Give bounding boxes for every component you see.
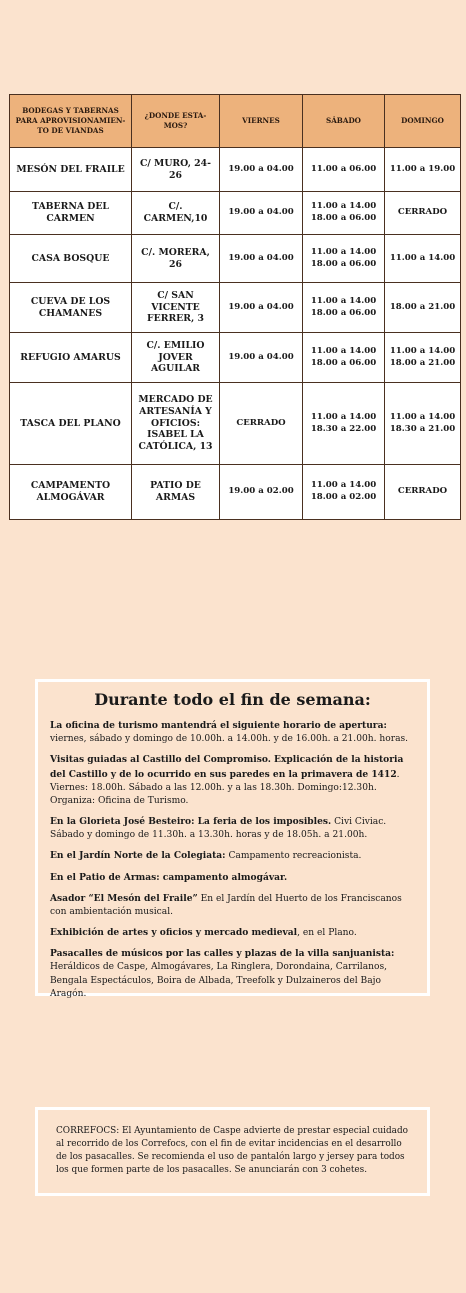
- header-donde: ¿DONDE ESTA-MOS?: [132, 95, 220, 148]
- correfocs-box: [35, 1107, 430, 1196]
- venue-name-cell: CAMPAMENTO ALMOGÁVAR: [10, 465, 132, 520]
- table-row: [10, 235, 461, 283]
- weekend-item-heading: Asador “El Mesón del Fraile”: [50, 892, 198, 904]
- table-row: [10, 465, 461, 520]
- weekend-item: [50, 871, 415, 885]
- saturday-hours-cell-line: 11.00 a 14.00: [310, 411, 377, 422]
- weekend-item: [50, 719, 415, 746]
- weekend-item-heading: En el Jardín Norte de la Colegiata:: [50, 850, 226, 862]
- header-viernes: VIERNES: [220, 95, 303, 148]
- friday-hours-cell: [220, 148, 303, 192]
- weekend-item: [50, 753, 415, 808]
- friday-hours-cell-line: 19.00 a 04.00: [228, 163, 294, 174]
- venue-location-cell: C/. EMILIO JOVER AGUILAR: [132, 333, 220, 383]
- schedule-table: [9, 94, 461, 520]
- saturday-hours-cell-line: 18.00 a 02.00: [310, 492, 377, 502]
- weekend-item-text: , en el Plano.: [297, 928, 357, 939]
- friday-hours-cell: [220, 192, 303, 235]
- table-row: [10, 192, 461, 235]
- correfocs-text: CORREFOCS: El Ayuntamiento de Caspe advierte de prestar especial cuidado al recorrido de los Correfocs, con el fin de evitar incidencias en el desarrollo de los pasacalles. Se recomienda el uso de pantalón largo y jersey para todos los que formen parte de los pasacalles. Se anunciarán con 3 cohetes.: [56, 1126, 409, 1175]
- saturday-hours-cell: [303, 235, 385, 283]
- venue-name-cell: MESÓN DEL FRAILE: [10, 148, 132, 192]
- friday-hours-cell: [220, 333, 303, 383]
- sunday-hours-cell-line: 11.00 a 14.00: [389, 411, 456, 422]
- saturday-hours-cell-line: 18.00 a 06.00: [310, 213, 377, 223]
- sunday-hours-cell-line: 11.00 a 19.00: [389, 163, 456, 174]
- saturday-hours-cell-line: 18.30 a 22.00: [310, 423, 377, 434]
- sunday-hours-cell: [385, 235, 461, 283]
- sunday-hours-cell: [385, 148, 461, 192]
- header-sabado: SÁBADO: [303, 95, 385, 148]
- weekend-item-text: En el Jardín del Huerto de los Franciscanos con ambientación musical.: [50, 893, 402, 917]
- weekend-item-heading: Visitas guiadas al Castillo del Compromiso. Explicación de la historia del Castillo y de lo ocurrido en sus paredes en la primavera de 1412: [50, 754, 404, 780]
- weekend-item-text: Heráldicos de Caspe, Almogávares, La Ringlera, Dorondaina, Carrilanos, Bengala Espectáculos, Boira de Albada, Treefolk y Dulzaineros del Bajo Aragón.: [50, 962, 388, 999]
- friday-hours-cell: [220, 283, 303, 333]
- weekend-item-text: . Viernes: 18.00h. Sábado a las 12.00h. y a las 18.30h. Domingo:12.30h. Organiza: Oficina de Turismo.: [50, 769, 400, 806]
- saturday-hours-cell: [303, 148, 385, 192]
- venue-name-cell: CUEVA DE LOS CHAMANES: [10, 283, 132, 333]
- weekend-item-heading: Exhibición de artes y oficios y mercado medieval: [50, 927, 298, 939]
- sunday-hours-cell-line: CERRADO: [397, 486, 448, 497]
- sunday-hours-cell-line: 18.30 a 21.00: [389, 423, 456, 434]
- saturday-hours-cell: [303, 192, 385, 235]
- weekend-item: [50, 892, 415, 919]
- saturday-hours-cell-line: 11.00 a 14.00: [310, 201, 377, 212]
- friday-hours-cell-line: 19.00 a 04.00: [228, 252, 294, 263]
- saturday-hours-cell: [303, 333, 385, 383]
- saturday-hours-cell-line: 11.00 a 14.00: [310, 295, 377, 306]
- header-domingo: DOMINGO: [385, 95, 461, 148]
- saturday-hours-cell-line: 18.00 a 06.00: [310, 307, 377, 318]
- saturday-hours-cell: [303, 283, 385, 333]
- venue-location-cell: MERCADO DE ARTESANÍA Y OFICIOS: ISABEL LA CATÓLICA, 13: [132, 383, 220, 465]
- sunday-hours-cell: [385, 383, 461, 465]
- sunday-hours-cell-line: 18.00 a 21.00: [389, 301, 456, 312]
- friday-hours-cell-line: 19.00 a 04.00: [228, 301, 294, 312]
- weekend-item: [50, 849, 415, 863]
- friday-hours-cell-line: 19.00 a 04.00: [228, 207, 294, 218]
- header-bodegas: BODEGAS Y TABERNAS PARA APROVISIONAMIEN-TO DE VIANDAS: [10, 95, 132, 148]
- sunday-hours-cell: [385, 192, 461, 235]
- weekend-title: Durante todo el fin de semana:: [94, 690, 371, 709]
- venue-name-cell: REFUGIO AMARUS: [10, 333, 132, 383]
- saturday-hours-cell-line: 11.00 a 14.00: [310, 345, 377, 356]
- weekend-item: [50, 815, 415, 842]
- venue-location-cell: C/ SAN VICENTE FERRER, 3: [132, 283, 220, 333]
- sunday-hours-cell: [385, 465, 461, 520]
- friday-hours-cell: [220, 383, 303, 465]
- venue-name-cell: TASCA DEL PLANO: [10, 383, 132, 465]
- sunday-hours-cell-line: 11.00 a 14.00: [389, 252, 456, 263]
- table-row: [10, 333, 461, 383]
- saturday-hours-cell-line: 18.00 a 06.00: [310, 357, 377, 368]
- sunday-hours-cell-line: 11.00 a 14.00: [389, 345, 456, 356]
- friday-hours-cell-line: 19.00 a 04.00: [228, 351, 294, 362]
- friday-hours-cell-line: CERRADO: [236, 417, 286, 428]
- saturday-hours-cell-line: 18.00 a 06.00: [310, 258, 377, 269]
- weekend-item: [50, 947, 415, 1001]
- friday-hours-cell-line: 19.00 a 02.00: [228, 486, 294, 497]
- weekend-item-heading: En el Patio de Armas: campamento almogávar.: [50, 871, 288, 883]
- friday-hours-cell: [220, 235, 303, 283]
- venue-location-cell: C/ MURO, 24-26: [132, 148, 220, 192]
- venue-location-cell: C/. MORERA, 26: [132, 235, 220, 283]
- sunday-hours-cell: [385, 283, 461, 333]
- saturday-hours-cell-line: 11.00 a 14.00: [310, 246, 377, 257]
- venue-location-cell: PATIO DE ARMAS: [132, 465, 220, 520]
- saturday-hours-cell: [303, 465, 385, 520]
- weekend-item-heading: Pasacalles de músicos por las calles y plazas de la villa sanjuanista:: [50, 948, 395, 960]
- saturday-hours-cell-line: 11.00 a 06.00: [310, 163, 377, 174]
- venue-name-cell: TABERNA DEL CARMEN: [10, 192, 132, 235]
- weekend-box: [35, 679, 430, 999]
- sunday-hours-cell-line: 18.00 a 21.00: [389, 357, 456, 368]
- venue-location-cell: C/. CARMEN,10: [132, 192, 220, 235]
- table-row: [10, 148, 461, 192]
- sunday-hours-cell: [385, 333, 461, 383]
- friday-hours-cell: [220, 465, 303, 520]
- weekend-item-heading: En la Glorieta José Besteiro: La feria de los imposibles.: [50, 816, 332, 828]
- saturday-hours-cell-line: 11.00 a 14.00: [310, 480, 377, 491]
- saturday-hours-cell: [303, 383, 385, 465]
- table-row: [10, 283, 461, 333]
- weekend-item-text: viernes, sábado y domingo de 10.00h. a 14.00h. y de 16.00h. a 21.00h. horas.: [50, 734, 409, 745]
- weekend-item: [50, 926, 415, 940]
- table-row: [10, 383, 461, 465]
- weekend-item-text: Campamento recreacionista.: [225, 851, 362, 862]
- venue-name-cell: CASA BOSQUE: [10, 235, 132, 283]
- table-header-row: [10, 95, 461, 148]
- weekend-item-heading: La oficina de turismo mantendrá el siguiente horario de apertura:: [50, 720, 387, 731]
- sunday-hours-cell-line: CERRADO: [397, 207, 448, 218]
- weekend-item-text: Civi Civiac. Sábado y domingo de 11.30h. a 13.30h. horas y de 18.05h. a 21.00h.: [50, 817, 387, 841]
